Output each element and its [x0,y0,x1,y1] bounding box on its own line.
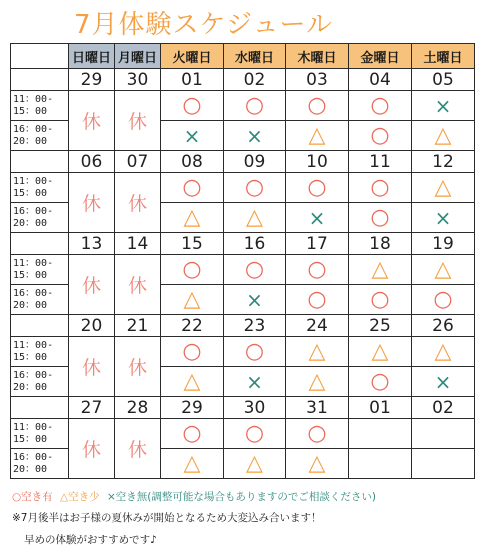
date-cell: 28 [115,397,161,419]
availability-full-mark: × [246,123,263,148]
closed-cell: 休 [115,91,161,151]
empty-cell [412,449,475,479]
legend-full: ×空き無(調整可能な場合もありますのでご相談ください) [106,491,376,503]
date-cell: 06 [69,151,115,173]
slot-row [11,337,475,367]
date-cell: 30 [115,69,161,91]
availability-cell [412,173,475,203]
availability-cell [349,367,412,397]
date-cell: 21 [115,315,161,337]
time-slot-label: 11：00- 15：00 [11,337,69,367]
availability-few-mark: △ [308,122,326,148]
date-cell: 05 [412,69,475,91]
availability-cell [224,367,286,397]
legend-few: △空き少 [60,491,100,503]
availability-few-mark: △ [434,256,452,282]
slot-row [11,173,475,203]
availability-available-mark: ○ [307,174,327,200]
availability-full-mark: × [246,369,263,394]
availability-cell [286,203,349,233]
availability-few-mark: △ [371,256,389,282]
closed-cell: 休 [115,419,161,479]
date-cell: 29 [69,69,115,91]
availability-few-mark: △ [308,338,326,364]
date-cell: 25 [349,315,412,337]
availability-available-mark: ○ [182,174,202,200]
availability-available-mark: ○ [307,256,327,282]
availability-available-mark: ○ [244,256,265,282]
schedule-table [10,43,475,479]
availability-few-mark: △ [434,338,452,364]
weekday-header: 火曜日 [161,44,224,69]
availability-few-mark: △ [246,450,263,476]
closed-cell: 休 [69,255,115,315]
availability-few-mark: △ [183,286,201,312]
availability-cell [349,91,412,121]
availability-cell [224,203,286,233]
availability-cell [224,255,286,285]
availability-few-mark: △ [434,122,452,148]
availability-available-mark: ○ [182,256,202,282]
availability-few-mark: △ [371,338,389,364]
availability-available-mark: ○ [244,338,265,364]
availability-available-mark: ○ [370,286,390,312]
weekday-header: 木曜日 [286,44,349,69]
date-row [11,315,475,337]
date-cell: 14 [115,233,161,255]
availability-few-mark: △ [183,368,201,394]
availability-cell [412,367,475,397]
availability-available-mark: ○ [244,174,265,200]
time-slot-label: 11：00- 15：00 [11,173,69,203]
availability-cell [224,337,286,367]
date-cell: 30 [224,397,286,419]
corner-cell [11,44,69,69]
date-cell: 22 [161,315,224,337]
time-slot-label: 16：00- 20：00 [11,121,69,151]
availability-cell [286,121,349,151]
closed-cell: 休 [69,91,115,151]
availability-available-mark: ○ [182,92,202,118]
availability-cell [349,285,412,315]
availability-available-mark: ○ [307,286,327,312]
page-title: 7月体験スケジュール [74,10,333,40]
closed-cell: 休 [69,337,115,397]
availability-cell [412,337,475,367]
availability-cell [286,255,349,285]
empty-cell [349,449,412,479]
date-cell: 18 [349,233,412,255]
availability-full-mark: × [183,123,201,148]
date-cell: 31 [286,397,349,419]
availability-cell [161,255,224,285]
availability-cell [412,285,475,315]
availability-cell [161,203,224,233]
availability-cell [412,121,475,151]
date-cell: 20 [69,315,115,337]
availability-cell [161,449,224,479]
date-cell: 24 [286,315,349,337]
date-cell: 23 [224,315,286,337]
weekday-header: 日曜日 [69,44,115,69]
availability-cell [286,285,349,315]
date-row-lead [11,151,69,173]
availability-cell [286,91,349,121]
time-slot-label: 16：00- 20：00 [11,449,69,479]
weekday-header: 月曜日 [115,44,161,69]
availability-full-mark: × [434,93,452,118]
note-busy: ※7月後半はお子様の夏休みが開始となるため大変込み合います！ [12,512,322,524]
availability-cell [286,173,349,203]
availability-cell [412,255,475,285]
date-cell: 10 [286,151,349,173]
availability-cell [349,121,412,151]
date-row [11,233,475,255]
date-cell: 15 [161,233,224,255]
empty-cell [349,419,412,449]
availability-cell [286,337,349,367]
availability-cell [224,419,286,449]
slot-row [11,419,475,449]
date-cell: 11 [349,151,412,173]
availability-few-mark: △ [246,204,263,230]
time-slot-label: 16：00- 20：00 [11,285,69,315]
availability-cell [286,449,349,479]
availability-available-mark: ○ [370,368,390,394]
slot-row [11,255,475,285]
date-row-lead [11,233,69,255]
availability-available-mark: ○ [182,420,202,446]
date-cell: 03 [286,69,349,91]
availability-available-mark: ○ [307,92,327,118]
availability-cell [224,285,286,315]
availability-available-mark: ○ [370,92,390,118]
date-cell: 12 [412,151,475,173]
availability-cell [349,173,412,203]
availability-few-mark: △ [183,450,201,476]
availability-cell [412,91,475,121]
date-row-lead [11,69,69,91]
time-slot-label: 11：00- 15：00 [11,419,69,449]
availability-cell [161,337,224,367]
weekday-header: 水曜日 [224,44,286,69]
availability-cell [349,255,412,285]
availability-cell [412,203,475,233]
time-slot-label: 16：00- 20：00 [11,367,69,397]
date-cell: 29 [161,397,224,419]
availability-cell [161,91,224,121]
date-cell: 17 [286,233,349,255]
availability-available-mark: ○ [182,338,202,364]
availability-available-mark: ○ [244,420,265,446]
availability-cell [161,285,224,315]
date-row-lead [11,315,69,337]
empty-cell [412,419,475,449]
date-cell: 26 [412,315,475,337]
date-row [11,151,475,173]
availability-cell [349,337,412,367]
availability-cell [286,367,349,397]
date-cell: 16 [224,233,286,255]
availability-full-mark: × [246,287,263,312]
date-cell: 08 [161,151,224,173]
availability-cell [224,449,286,479]
closed-cell: 休 [115,173,161,233]
availability-cell [161,173,224,203]
date-cell: 02 [412,397,475,419]
date-row [11,69,475,91]
availability-full-mark: × [308,205,326,230]
date-row-lead [11,397,69,419]
availability-cell [161,121,224,151]
availability-few-mark: △ [183,204,201,230]
weekday-header: 金曜日 [349,44,412,69]
availability-available-mark: ○ [370,174,390,200]
note-recommend: 早めの体験がおすすめです♪ [24,534,157,546]
closed-cell: 休 [115,337,161,397]
weekday-header-row [11,44,475,69]
availability-cell [224,173,286,203]
availability-few-mark: △ [308,368,326,394]
availability-available-mark: ○ [307,420,327,446]
availability-cell [349,203,412,233]
availability-cell [224,121,286,151]
availability-full-mark: × [434,369,452,394]
availability-full-mark: × [434,205,452,230]
date-cell: 13 [69,233,115,255]
weekday-header: 土曜日 [412,44,475,69]
date-cell: 19 [412,233,475,255]
date-cell: 27 [69,397,115,419]
closed-cell: 休 [69,419,115,479]
closed-cell: 休 [115,255,161,315]
legend [12,489,380,504]
availability-cell [224,91,286,121]
closed-cell: 休 [69,173,115,233]
legend-available: ○空き有 [12,491,53,503]
date-cell: 04 [349,69,412,91]
availability-cell [161,419,224,449]
availability-available-mark: ○ [433,286,453,312]
date-row [11,397,475,419]
slot-row [11,91,475,121]
time-slot-label: 11：00- 15：00 [11,91,69,121]
time-slot-label: 16：00- 20：00 [11,203,69,233]
availability-few-mark: △ [434,174,452,200]
date-cell: 01 [161,69,224,91]
date-cell: 01 [349,397,412,419]
date-cell: 02 [224,69,286,91]
date-cell: 09 [224,151,286,173]
availability-cell [161,367,224,397]
availability-cell [286,419,349,449]
availability-available-mark: ○ [370,204,390,230]
time-slot-label: 11：00- 15：00 [11,255,69,285]
availability-few-mark: △ [308,450,326,476]
date-cell: 07 [115,151,161,173]
availability-available-mark: ○ [370,122,390,148]
availability-available-mark: ○ [244,92,265,118]
